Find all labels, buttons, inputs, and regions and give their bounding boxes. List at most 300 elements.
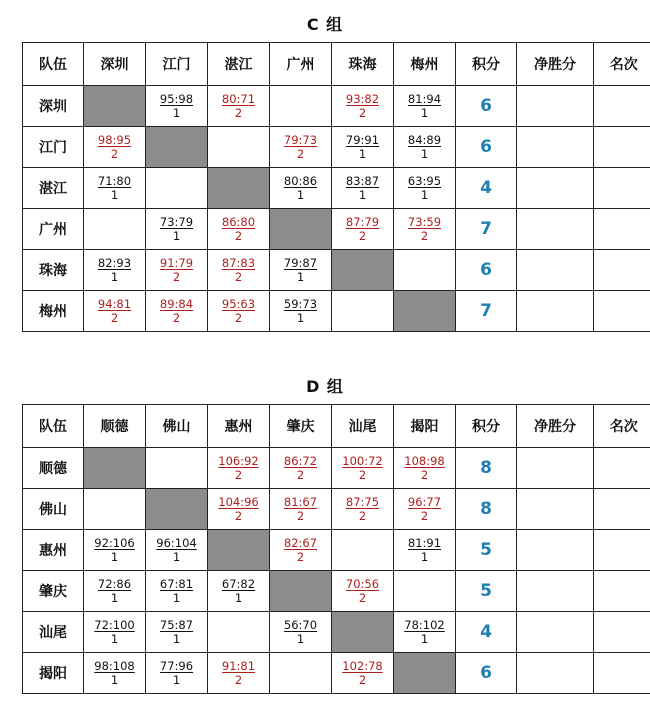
match-result-cell — [84, 127, 146, 168]
match-points: 1 — [420, 105, 429, 120]
match-result-cell — [146, 530, 208, 571]
match-points: 1 — [358, 146, 367, 161]
match-points: 2 — [234, 672, 243, 687]
match-result — [284, 618, 317, 646]
match-result — [222, 297, 255, 325]
table-row — [23, 448, 650, 489]
match-score: 82:67 — [283, 535, 318, 550]
match-result — [222, 659, 255, 687]
match-result — [98, 297, 131, 325]
match-score: 70:56 — [345, 576, 380, 591]
team-name: 湛江 — [23, 168, 84, 209]
rank-cell — [594, 86, 650, 127]
match-result-cell — [394, 489, 456, 530]
match-points: 1 — [296, 631, 305, 646]
empty-match-cell — [146, 448, 208, 489]
header-opponent: 佛山 — [146, 405, 208, 448]
header-opponent: 江门 — [146, 43, 208, 86]
match-result — [156, 536, 196, 564]
match-score: 98:108 — [94, 658, 135, 673]
table-row — [23, 86, 650, 127]
match-result-cell — [332, 448, 394, 489]
rank-cell — [594, 250, 650, 291]
match-points: 2 — [420, 508, 429, 523]
match-score: 77:96 — [159, 658, 194, 673]
self-match-cell — [84, 448, 146, 489]
match-points: 1 — [296, 269, 305, 284]
match-result — [284, 536, 317, 564]
rank-cell — [594, 612, 650, 653]
match-result-cell — [332, 209, 394, 250]
match-score: 83:87 — [345, 173, 380, 188]
match-result-cell — [332, 571, 394, 612]
match-result — [408, 495, 441, 523]
match-result-cell — [332, 127, 394, 168]
table-row — [23, 209, 650, 250]
match-points: 1 — [420, 631, 429, 646]
table-header-row — [23, 43, 650, 86]
match-points: 1 — [172, 228, 181, 243]
match-result — [408, 92, 441, 120]
total-points: 6 — [456, 653, 517, 694]
match-points: 2 — [110, 146, 119, 161]
match-result — [346, 92, 379, 120]
header-opponent: 湛江 — [208, 43, 270, 86]
match-score: 100:72 — [342, 453, 383, 468]
total-points: 6 — [456, 127, 517, 168]
match-points: 1 — [110, 631, 119, 646]
header-team: 队伍 — [23, 405, 84, 448]
match-score: 95:98 — [159, 91, 194, 106]
match-result — [346, 133, 379, 161]
net-wins-cell — [517, 571, 594, 612]
match-points: 2 — [420, 467, 429, 482]
match-score: 63:95 — [407, 173, 442, 188]
match-result — [404, 454, 444, 482]
match-score: 79:91 — [345, 132, 380, 147]
empty-match-cell — [332, 291, 394, 332]
match-result — [404, 618, 444, 646]
match-score: 73:79 — [159, 214, 194, 229]
match-score: 86:72 — [283, 453, 318, 468]
rank-cell — [594, 571, 650, 612]
team-name: 广州 — [23, 209, 84, 250]
match-points: 1 — [420, 146, 429, 161]
header-opponent: 珠海 — [332, 43, 394, 86]
match-score: 89:84 — [159, 296, 194, 311]
rank-cell — [594, 127, 650, 168]
total-points: 8 — [456, 489, 517, 530]
team-name: 汕尾 — [23, 612, 84, 653]
table-row — [23, 571, 650, 612]
match-result — [94, 618, 134, 646]
match-result-cell — [146, 86, 208, 127]
match-points: 1 — [172, 105, 181, 120]
match-score: 79:73 — [283, 132, 318, 147]
net-wins-cell — [517, 489, 594, 530]
match-result-cell — [208, 209, 270, 250]
rank-cell — [594, 653, 650, 694]
match-result — [284, 297, 317, 325]
match-score: 80:71 — [221, 91, 256, 106]
match-result — [222, 215, 255, 243]
net-wins-cell — [517, 612, 594, 653]
empty-match-cell — [84, 489, 146, 530]
match-score: 87:83 — [221, 255, 256, 270]
header-opponent: 广州 — [270, 43, 332, 86]
match-points: 1 — [420, 187, 429, 202]
match-points: 2 — [358, 467, 367, 482]
team-name: 深圳 — [23, 86, 84, 127]
self-match-cell — [394, 291, 456, 332]
net-wins-cell — [517, 291, 594, 332]
header-opponent: 深圳 — [84, 43, 146, 86]
match-result — [98, 174, 131, 202]
match-result-cell — [270, 612, 332, 653]
match-points: 1 — [110, 590, 119, 605]
match-result — [346, 495, 379, 523]
match-result — [284, 454, 317, 482]
net-wins-cell — [517, 86, 594, 127]
total-points: 8 — [456, 448, 517, 489]
match-score: 108:98 — [404, 453, 445, 468]
match-score: 72:86 — [97, 576, 132, 591]
match-result — [346, 577, 379, 605]
header-opponent: 揭阳 — [394, 405, 456, 448]
match-score: 72:100 — [94, 617, 135, 632]
match-result-cell — [208, 250, 270, 291]
rank-cell — [594, 168, 650, 209]
match-result-cell — [146, 209, 208, 250]
match-result-cell — [146, 291, 208, 332]
table-row — [23, 168, 650, 209]
match-result-cell — [208, 571, 270, 612]
match-points: 1 — [296, 310, 305, 325]
self-match-cell — [84, 86, 146, 127]
match-points: 2 — [234, 228, 243, 243]
table-row — [23, 291, 650, 332]
match-result — [408, 133, 441, 161]
match-result — [342, 454, 382, 482]
rank-cell — [594, 291, 650, 332]
empty-match-cell — [84, 209, 146, 250]
total-points: 7 — [456, 291, 517, 332]
group-c-standings-table — [22, 42, 650, 332]
match-result-cell — [332, 168, 394, 209]
match-score: 56:70 — [283, 617, 318, 632]
match-score: 93:82 — [345, 91, 380, 106]
net-wins-cell — [517, 127, 594, 168]
self-match-cell — [332, 250, 394, 291]
match-points: 1 — [172, 672, 181, 687]
match-points: 2 — [234, 105, 243, 120]
match-score: 91:79 — [159, 255, 194, 270]
empty-match-cell — [394, 250, 456, 291]
table-row — [23, 127, 650, 168]
match-points: 1 — [420, 549, 429, 564]
team-name: 肇庆 — [23, 571, 84, 612]
match-points: 2 — [296, 508, 305, 523]
empty-match-cell — [394, 571, 456, 612]
match-result — [98, 256, 131, 284]
match-points: 2 — [358, 508, 367, 523]
match-points: 1 — [172, 590, 181, 605]
self-match-cell — [146, 489, 208, 530]
match-score: 96:104 — [156, 535, 197, 550]
match-result-cell — [84, 168, 146, 209]
header-opponent: 惠州 — [208, 405, 270, 448]
match-points: 1 — [172, 631, 181, 646]
total-points: 5 — [456, 571, 517, 612]
header-net-wins: 净胜分 — [517, 405, 594, 448]
team-name: 珠海 — [23, 250, 84, 291]
header-net-wins: 净胜分 — [517, 43, 594, 86]
match-points: 1 — [296, 187, 305, 202]
table-row — [23, 489, 650, 530]
match-result — [160, 256, 193, 284]
match-result — [284, 495, 317, 523]
header-rank: 名次 — [594, 405, 650, 448]
match-result-cell — [84, 612, 146, 653]
match-result-cell — [208, 86, 270, 127]
empty-match-cell — [270, 86, 332, 127]
match-score: 81:67 — [283, 494, 318, 509]
match-result-cell — [270, 168, 332, 209]
match-score: 79:87 — [283, 255, 318, 270]
match-score: 80:86 — [283, 173, 318, 188]
match-result-cell — [394, 448, 456, 489]
total-points: 7 — [456, 209, 517, 250]
match-result-cell — [208, 653, 270, 694]
team-name: 揭阳 — [23, 653, 84, 694]
match-result-cell — [146, 571, 208, 612]
match-result-cell — [394, 127, 456, 168]
match-score: 104:96 — [218, 494, 259, 509]
header-opponent: 肇庆 — [270, 405, 332, 448]
team-name: 梅州 — [23, 291, 84, 332]
match-score: 87:79 — [345, 214, 380, 229]
match-points: 1 — [110, 549, 119, 564]
match-result — [408, 536, 441, 564]
match-points: 2 — [234, 508, 243, 523]
match-score: 59:73 — [283, 296, 318, 311]
match-result-cell — [84, 571, 146, 612]
net-wins-cell — [517, 653, 594, 694]
match-result-cell — [84, 530, 146, 571]
net-wins-cell — [517, 209, 594, 250]
match-score: 73:59 — [407, 214, 442, 229]
group-d-title: D 组 — [306, 377, 344, 396]
match-result — [98, 577, 131, 605]
match-result-cell — [270, 489, 332, 530]
group-d-standings-table — [22, 404, 650, 694]
match-points: 2 — [358, 105, 367, 120]
total-points: 5 — [456, 530, 517, 571]
table-row — [23, 530, 650, 571]
empty-match-cell — [208, 612, 270, 653]
match-points: 2 — [172, 310, 181, 325]
match-result-cell — [332, 653, 394, 694]
match-score: 81:94 — [407, 91, 442, 106]
match-result-cell — [270, 448, 332, 489]
match-score: 87:75 — [345, 494, 380, 509]
match-result — [218, 495, 258, 523]
match-result-cell — [270, 127, 332, 168]
self-match-cell — [208, 530, 270, 571]
table-row — [23, 250, 650, 291]
match-result-cell — [146, 653, 208, 694]
match-score: 67:82 — [221, 576, 256, 591]
match-result — [160, 618, 193, 646]
header-opponent: 梅州 — [394, 43, 456, 86]
match-result — [160, 215, 193, 243]
header-points: 积分 — [456, 43, 517, 86]
match-points: 2 — [172, 269, 181, 284]
match-result — [160, 92, 193, 120]
match-points: 1 — [110, 187, 119, 202]
match-result — [284, 133, 317, 161]
match-result-cell — [84, 653, 146, 694]
match-points: 1 — [110, 672, 119, 687]
empty-match-cell — [332, 530, 394, 571]
rank-cell — [594, 209, 650, 250]
match-points: 2 — [358, 228, 367, 243]
match-result — [160, 297, 193, 325]
match-result — [98, 133, 131, 161]
match-result-cell — [146, 612, 208, 653]
match-score: 98:95 — [97, 132, 132, 147]
match-result-cell — [84, 250, 146, 291]
header-points: 积分 — [456, 405, 517, 448]
team-name: 惠州 — [23, 530, 84, 571]
header-rank: 名次 — [594, 43, 650, 86]
header-opponent: 顺德 — [84, 405, 146, 448]
match-result — [222, 92, 255, 120]
self-match-cell — [270, 209, 332, 250]
match-score: 71:80 — [97, 173, 132, 188]
match-result — [284, 174, 317, 202]
match-score: 92:106 — [94, 535, 135, 550]
match-result-cell — [270, 291, 332, 332]
match-result — [222, 577, 255, 605]
match-result — [218, 454, 258, 482]
empty-match-cell — [270, 653, 332, 694]
match-points: 2 — [358, 672, 367, 687]
match-result-cell — [270, 250, 332, 291]
match-result-cell — [394, 612, 456, 653]
match-score: 82:93 — [97, 255, 132, 270]
match-result-cell — [208, 489, 270, 530]
net-wins-cell — [517, 250, 594, 291]
rank-cell — [594, 448, 650, 489]
match-result — [94, 659, 134, 687]
header-team: 队伍 — [23, 43, 84, 86]
match-result — [342, 659, 382, 687]
team-name: 佛山 — [23, 489, 84, 530]
match-result — [222, 256, 255, 284]
match-result-cell — [394, 530, 456, 571]
empty-match-cell — [208, 127, 270, 168]
self-match-cell — [270, 571, 332, 612]
match-score: 81:91 — [407, 535, 442, 550]
match-result — [160, 659, 193, 687]
match-points: 2 — [296, 549, 305, 564]
match-points: 2 — [296, 146, 305, 161]
match-score: 67:81 — [159, 576, 194, 591]
self-match-cell — [208, 168, 270, 209]
self-match-cell — [146, 127, 208, 168]
match-result-cell — [84, 291, 146, 332]
match-points: 2 — [234, 467, 243, 482]
self-match-cell — [394, 653, 456, 694]
match-score: 75:87 — [159, 617, 194, 632]
match-result — [284, 256, 317, 284]
match-result — [346, 215, 379, 243]
match-points: 1 — [358, 187, 367, 202]
team-name: 江门 — [23, 127, 84, 168]
match-result-cell — [146, 250, 208, 291]
match-score: 78:102 — [404, 617, 445, 632]
net-wins-cell — [517, 168, 594, 209]
match-score: 96:77 — [407, 494, 442, 509]
match-score: 91:81 — [221, 658, 256, 673]
total-points: 6 — [456, 86, 517, 127]
match-points: 2 — [110, 310, 119, 325]
total-points: 4 — [456, 612, 517, 653]
match-result-cell — [332, 86, 394, 127]
match-points: 1 — [234, 590, 243, 605]
match-result-cell — [208, 291, 270, 332]
table-row — [23, 612, 650, 653]
match-result-cell — [394, 86, 456, 127]
match-score: 84:89 — [407, 132, 442, 147]
rank-cell — [594, 530, 650, 571]
match-score: 95:63 — [221, 296, 256, 311]
empty-match-cell — [146, 168, 208, 209]
group-c-title: C 组 — [306, 15, 344, 34]
table-header-row — [23, 405, 650, 448]
self-match-cell — [332, 612, 394, 653]
team-name: 顺德 — [23, 448, 84, 489]
net-wins-cell — [517, 448, 594, 489]
match-score: 86:80 — [221, 214, 256, 229]
match-result-cell — [208, 448, 270, 489]
total-points: 6 — [456, 250, 517, 291]
match-points: 1 — [110, 269, 119, 284]
match-result — [160, 577, 193, 605]
match-result — [408, 215, 441, 243]
match-result-cell — [394, 209, 456, 250]
rank-cell — [594, 489, 650, 530]
total-points: 4 — [456, 168, 517, 209]
match-points: 2 — [358, 590, 367, 605]
match-result — [346, 174, 379, 202]
match-result — [408, 174, 441, 202]
match-points: 2 — [296, 467, 305, 482]
match-result-cell — [270, 530, 332, 571]
match-score: 106:92 — [218, 453, 259, 468]
table-row — [23, 653, 650, 694]
match-points: 1 — [172, 549, 181, 564]
net-wins-cell — [517, 530, 594, 571]
match-result — [94, 536, 134, 564]
match-score: 94:81 — [97, 296, 132, 311]
match-result-cell — [394, 168, 456, 209]
match-points: 2 — [234, 310, 243, 325]
match-score: 102:78 — [342, 658, 383, 673]
match-result-cell — [332, 489, 394, 530]
match-points: 2 — [234, 269, 243, 284]
